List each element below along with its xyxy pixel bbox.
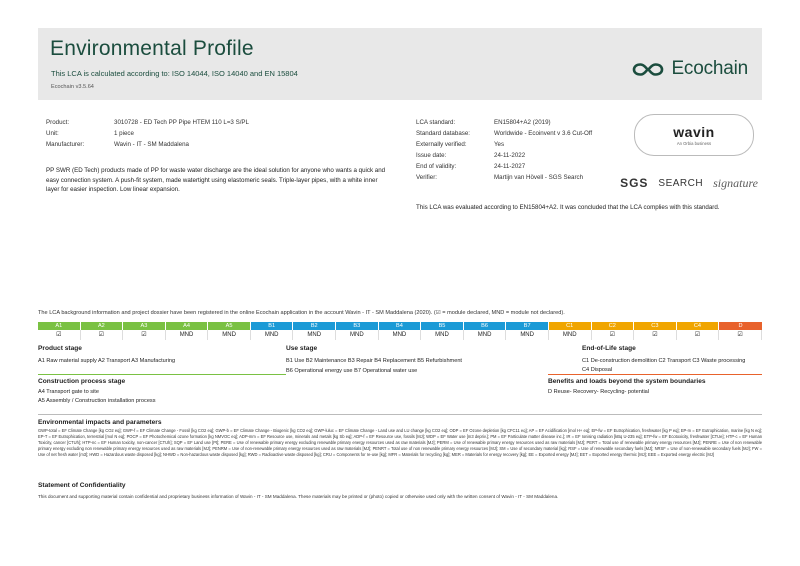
search-logo: SEARCH [658, 177, 704, 189]
construction-line1: A4 Transport gate to site [38, 389, 99, 395]
module-code-cell: B7 [506, 322, 549, 330]
info-label: End of validity: [416, 163, 457, 170]
infinity-icon [632, 61, 664, 78]
module-value-cell: ☑ [123, 330, 166, 340]
module-code-cell: C2 [592, 322, 635, 330]
registration-note: The LCA background information and project dossier have been registered in the online Ecochain application in the account Wavin - IT - SM Maddalena (2020). (☑ = module declared, MND = module not declared). [38, 310, 565, 316]
info-row [416, 118, 646, 128]
info-row [46, 140, 396, 150]
product-description: PP SWR (ED Tech) products made of PP for waste water discharge are the ideal solution for anyone who wants a quick and easy connection system. A push-fit system, made watertight using elastomeric seals. Triple-layer pipes, with a white inner layer for easier inspection. Low linear expansion. [46, 167, 386, 193]
module-code-cell: B2 [293, 322, 336, 330]
module-code-cell: A5 [208, 322, 251, 330]
product-stage-title: Product stage [38, 345, 82, 352]
wavin-tagline: An Orbia business [676, 141, 712, 146]
module-code-cell: C4 [677, 322, 720, 330]
info-value: EN15804+A2 (2019) [494, 119, 551, 126]
info-value: Yes [494, 141, 505, 148]
info-row [416, 151, 646, 161]
info-label: Manufacturer: [46, 141, 85, 148]
module-value-cell: ☑ [592, 330, 635, 340]
module-value-cell: MND [379, 330, 422, 340]
module-value-cell: MND [506, 330, 549, 340]
construction-line2: A5 Assembly / Construction installation process [38, 398, 156, 404]
construction-stage-items [38, 388, 286, 406]
module-code-cell: A3 [123, 322, 166, 330]
info-value: 24-11-2022 [494, 152, 526, 159]
module-code-cell: B1 [251, 322, 294, 330]
use-stage-items [286, 357, 582, 376]
product-info-block [46, 118, 396, 151]
module-value-cell: MND [166, 330, 209, 340]
info-value: Martijn van Hövell - SGS Search [494, 174, 584, 181]
document-header [38, 28, 762, 100]
impacts-body: GWP-total = EF Climate Change [kg CO2 eq]; GWP-f = EF Climate Change - Fossil [kg CO2 eq]; GWP-b = EF Climate Change - Biogenic [kg CO2 eq]; GWP-luluc = EF Climate Change - Land use and LU change [kg CO2 eq]; ODP = EF Ozone depletion [kg CFC11 eq]; AP = EF Acidification [mol H+ eq]; EP-fw = EF Eutrophication, freshwater [kg P eq]; EP-m = EF Eutrophication, marine [kg N eq]; EP-T = EF Eutrophication, terrestrial [mol N eq]; POCP = EF Photochemical ozone formation [kg NMVOC eq]; ADP-mm = EF Resource use, minerals and metals [kg Sb eq]; ADP-f = EF Resource use, fossils [MJ]; WDP = EF Water use [m3 depriv.]; PM = EF Particulate matter disease inc.]; IR = EF Ionising radiation [kBq U-235 eq]; ETP-fw = EF Ecotoxicity, freshwater [CTUe]; HTP-c = EF Human Toxicity, cancer [CTUh]; HTP-nc = EF Human toxicity, non-cancer [CTUh]; SQP = EF Land use [Pt]; PERE = Use of renewable primary energy excluding renewable primary energy resources used as raw materials [MJ]; PERM = Use of renewable primary energy resources used as raw materials [MJ]; PERT = Total use of renewable primary energy resources [MJ]; PENRE = Use of non renewable primary energy excluding non renewable primary energy resources used as raw materials [MJ]; PENRM = Use of non-renewable primary energy resources used as raw materials [MJ]; PENRT = Total use of non renewable primary energy resources [MJ]; SM = Use of secondary material [kg]; RSF = Use of renewable secondary fuels [MJ]; NRSF = Use of non-renewable secondary fuels [MJ]; FW = Use of net fresh water [m3]; HWD = Hazardous waste disposed [kg]; NHWD = Non-hazardous waste disposed [kg]; RWD = Radioactive waste disposed [kg]; CRU = Components for re-use [kg]; MFR = Materials for recycling [kg]; MER = Materials for energy recovery [kg]; EE = Exported energy [MJ]; EET = Exported energy thermic [MJ]; EEE = Exported energy electric [MJ] [38, 428, 762, 457]
info-row [46, 118, 396, 128]
product-stage-items: A1 Raw material supply A2 Transport A3 Manufacturing [38, 358, 176, 364]
module-value-cell: MND [336, 330, 379, 340]
info-label: LCA standard: [416, 119, 456, 126]
signature-mark: signature [713, 175, 758, 190]
stage-headers [38, 345, 762, 352]
info-row [416, 140, 646, 150]
modules-table [38, 322, 762, 340]
info-row [416, 129, 646, 139]
benefits-title: Benefits and loads beyond the system boundaries [548, 374, 762, 385]
page-title: Environmental Profile [50, 37, 254, 60]
confidentiality-body: This document and supporting material contain confidential and proprietary business information of Wavin - IT - SM Maddalena. These materials may be printed or (photo) copied or otherwise used only with the written consent of Wavin - IT - SM Maddalena. [38, 494, 559, 499]
info-label: Verifier: [416, 174, 437, 181]
module-value-cell: MND [421, 330, 464, 340]
info-value: Wavin - IT - SM Maddalena [114, 141, 189, 148]
header-subtitle: This LCA is calculated according to: ISO 14044, ISO 14040 and EN 15804 [51, 69, 298, 78]
info-value: 3010728 - ED Tech PP Pipe HTEM 110 L=3 S/PL [114, 119, 250, 126]
ecochain-logo-text: Ecochain [671, 58, 748, 79]
use-stage-line1: B1 Use B2 Maintenance B3 Repair B4 Replacement B5 Refurbishment [286, 358, 462, 364]
info-label: Standard database: [416, 130, 471, 137]
module-value-cell: ☑ [719, 330, 762, 340]
module-value-cell: MND [251, 330, 294, 340]
module-code-cell: A4 [166, 322, 209, 330]
info-label: Externally verified: [416, 141, 467, 148]
eol-stage-title: End-of-Life stage [582, 345, 636, 352]
module-value-cell: ☑ [81, 330, 124, 340]
module-code-cell: B3 [336, 322, 379, 330]
module-code-cell: C1 [549, 322, 592, 330]
module-code-cell: B5 [421, 322, 464, 330]
info-label: Product: [46, 119, 70, 126]
info-label: Unit: [46, 130, 59, 137]
module-code-cell: B4 [379, 322, 422, 330]
module-value-cell: MND [293, 330, 336, 340]
module-value-cell: MND [549, 330, 592, 340]
module-code-cell: D [719, 322, 762, 330]
info-value: 24-11-2027 [494, 163, 526, 170]
module-value-cell: MND [464, 330, 507, 340]
verifier-logos [578, 170, 758, 196]
ecochain-logo [632, 58, 748, 80]
info-value: Worldwide - Ecoinvent v 3.6 Cut-Off [494, 130, 593, 137]
confidentiality-title: Statement of Confidentiality [38, 482, 126, 489]
use-stage-title: Use stage [286, 345, 318, 352]
module-code-cell: C3 [634, 322, 677, 330]
info-label: Issue date: [416, 152, 447, 159]
module-value-cell: ☑ [634, 330, 677, 340]
eol-stage-line2: C4 Disposal [582, 367, 613, 373]
verification-note: This LCA was evaluated according to EN15804+A2. It was concluded that the LCA complies with this standard. [416, 204, 720, 211]
module-code-cell: B6 [464, 322, 507, 330]
module-code-cell: A2 [81, 322, 124, 330]
sgs-logo: SGS [620, 176, 649, 190]
eol-stage-line1: C1 De-construction demolition C2 Transport C3 Waste processing [582, 358, 746, 364]
use-stage-line2: B6 Operational energy use B7 Operational water use [286, 368, 418, 374]
app-version: Ecochain v3.5.64 [51, 84, 94, 90]
construction-stage-title: Construction process stage [38, 374, 286, 385]
impacts-title: Environmental impacts and parameters [38, 414, 762, 426]
benefits-line1: D Reuse- Recovery- Recycling- potential [548, 389, 650, 395]
wavin-logo-text: wavin [673, 124, 715, 140]
module-value-cell: ☑ [677, 330, 720, 340]
module-code-cell: A1 [38, 322, 81, 330]
info-row [46, 129, 396, 139]
module-value-cell: MND [208, 330, 251, 340]
modules-value-row [38, 330, 762, 340]
wavin-logo [634, 114, 754, 156]
benefits-items [548, 388, 762, 397]
module-value-cell: ☑ [38, 330, 81, 340]
info-value: 1 piece [114, 130, 134, 137]
modules-code-row [38, 322, 762, 330]
